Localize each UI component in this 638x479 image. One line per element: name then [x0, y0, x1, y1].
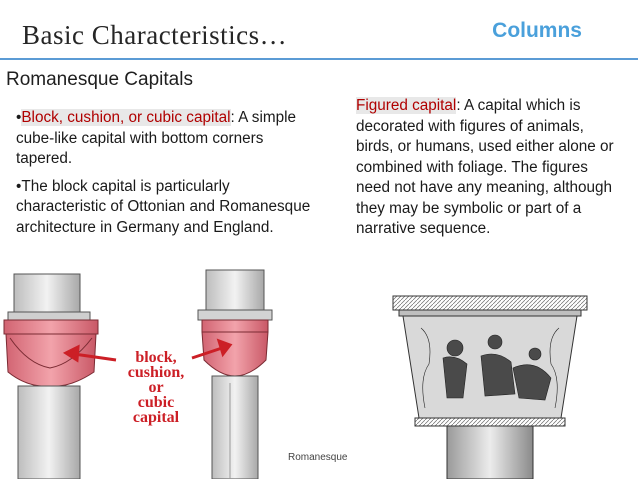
block-capital-definition [16, 108, 322, 170]
definition-text: : A simple cube-like capital with bottom corners tapered. [16, 109, 296, 167]
section-label: Columns [492, 19, 582, 42]
block-capital-callout: block, cushion, or cubic capital [127, 349, 185, 426]
right-column [198, 270, 272, 479]
bullet: • [16, 109, 22, 126]
slide-subtitle: Romanesque Capitals [6, 69, 193, 90]
slide-title: Basic Characteristics… [22, 20, 288, 50]
left-column [4, 274, 98, 479]
slide-footer: Romanesque [288, 452, 348, 463]
right-text-block [356, 96, 616, 240]
term-figured-capital: Figured capital [356, 97, 457, 114]
block-capital-note: •The block capital is particularly characteristic of Ottonian and Romanesque architecture in Germany and England. [16, 177, 311, 236]
left-text-block [16, 108, 322, 245]
figured-capital-illustration [385, 268, 595, 479]
figured-capital-definition: : A capital which is decorated with figures of animals, birds, or humans, used either alone or combined with foliage. The figures need not have any meaning, although they may be symbolic or part of a narrative sequence. [356, 97, 614, 237]
header-divider [0, 58, 638, 60]
term-block-capital: Block, cushion, or cubic capital [21, 109, 231, 126]
